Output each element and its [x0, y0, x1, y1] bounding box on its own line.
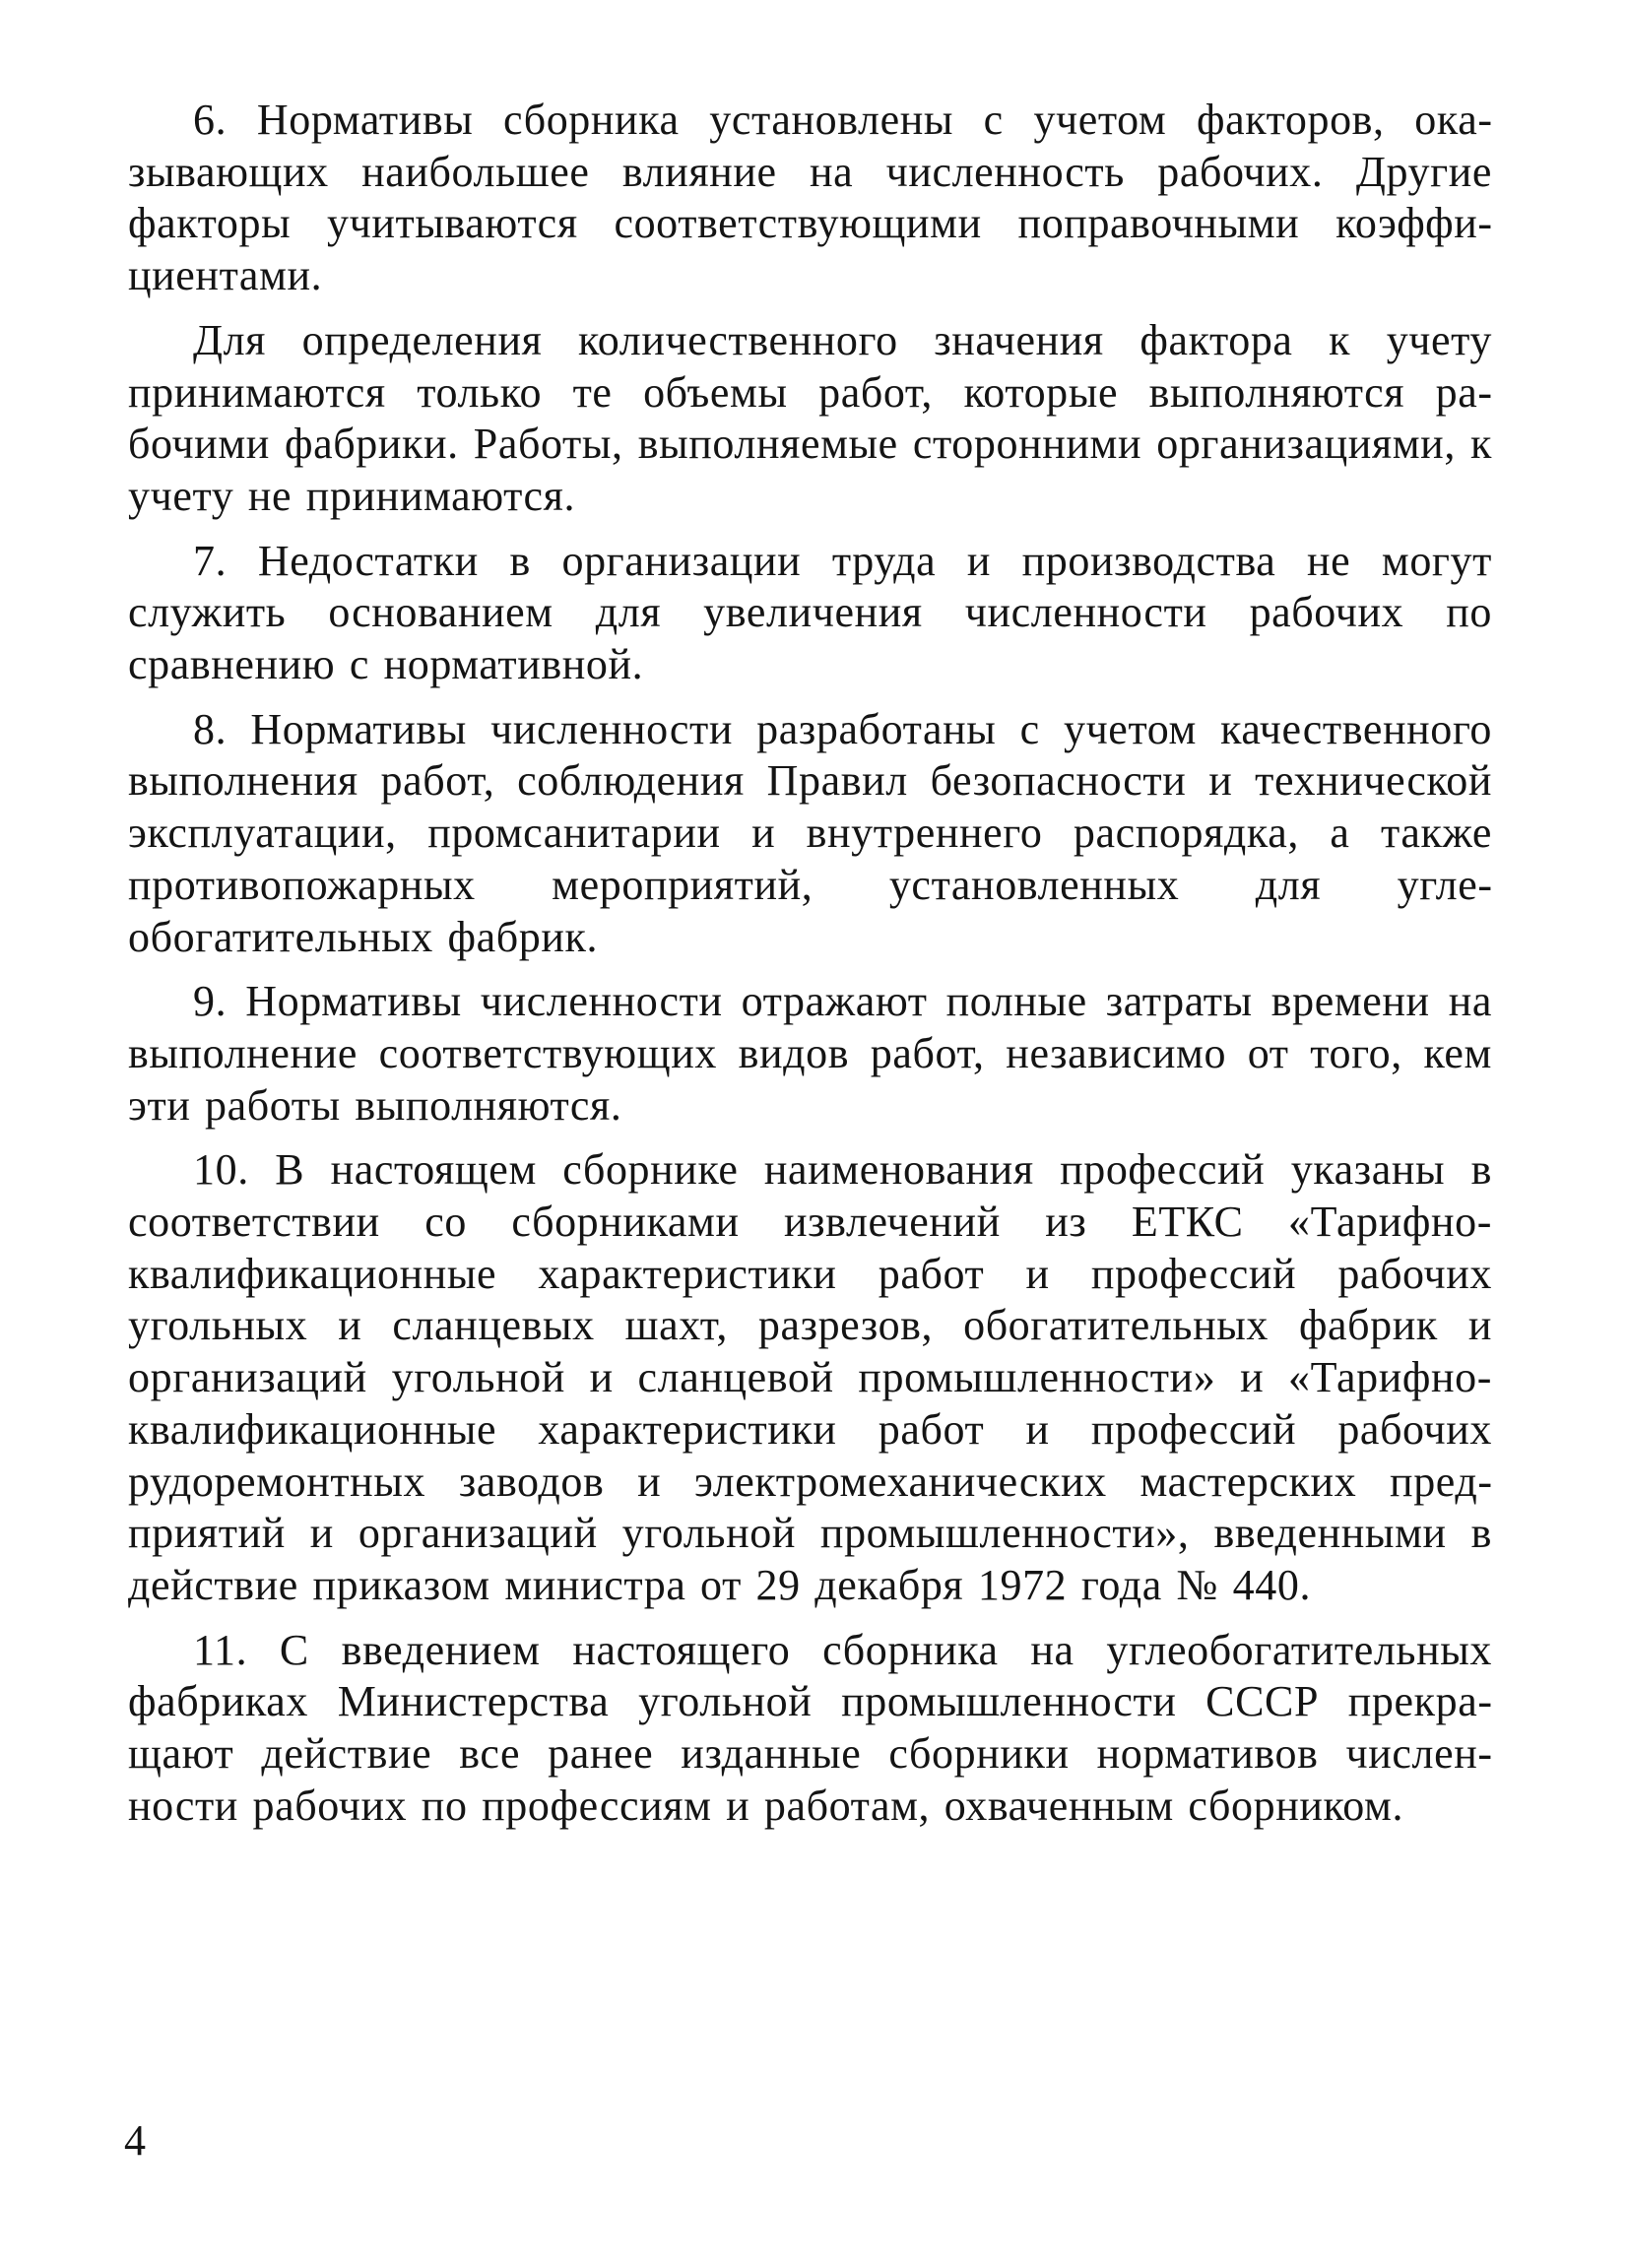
paragraph-10: 10. В настоящем сборнике наименования профессий указаны в соответствии со сборниками извлечений из ЕТКС «Тарифно-квалификационные характеристики работ и профессий рабочих угольных и сланцевых шахт, разрезов, обогатительных фабрик и организаций угольной и сланцевой промышленности» и «Тарифно-квалификационные характеристики работ и профессий рабочих рудоремонтных заводов и электромеханических мастерских предприятий и организаций угольной промышленности», введенными в действие приказом министра от 29 декабря 1972 года № 440.: [128, 1145, 1492, 1609]
paragraph-7: 7. Недостатки в организации труда и производства не могут служить основанием для увеличения численности рабочих по сравнению с нормативной.: [128, 536, 1492, 689]
paragraph-9: 9. Нормативы численности отражают полные затраты времени на выполнение соответствующих видов работ, независимо от того, кем эти работы выполняются.: [128, 977, 1492, 1130]
page-body: [128, 95, 1492, 1846]
page-number: 4: [124, 2116, 146, 2165]
paragraph-6: 6. Нормативы сборника установлены с учетом факторов, оказывающих наибольшее влияние на численность рабочих. Другие факторы учитываются соответствующими поправочными коэффициентами.: [128, 96, 1492, 300]
paragraph-8: 8. Нормативы численности разработаны с учетом качественного выполнения работ, соблюдения Правил безопасности и технической эксплуатации, промсанитарии и внутреннего распорядка, а также противопожарных мероприятий, установленных для углеобогатительных фабрик.: [128, 704, 1492, 961]
paragraph-6-continuation: Для определения количественного значения фактора к учету принимаются только те объемы работ, которые выполняются рабочими фабрики. Работы, выполняемые сторонними организациями, к учету не принимаются.: [128, 315, 1492, 520]
paragraph-11: 11. С введением настоящего сборника на углеобогатительных фабриках Министерства угольной промышленности СССР прекращают действие все ранее изданные сборники нормативов численности рабочих по профессиям и работам, охваченным сборником.: [128, 1625, 1492, 1830]
